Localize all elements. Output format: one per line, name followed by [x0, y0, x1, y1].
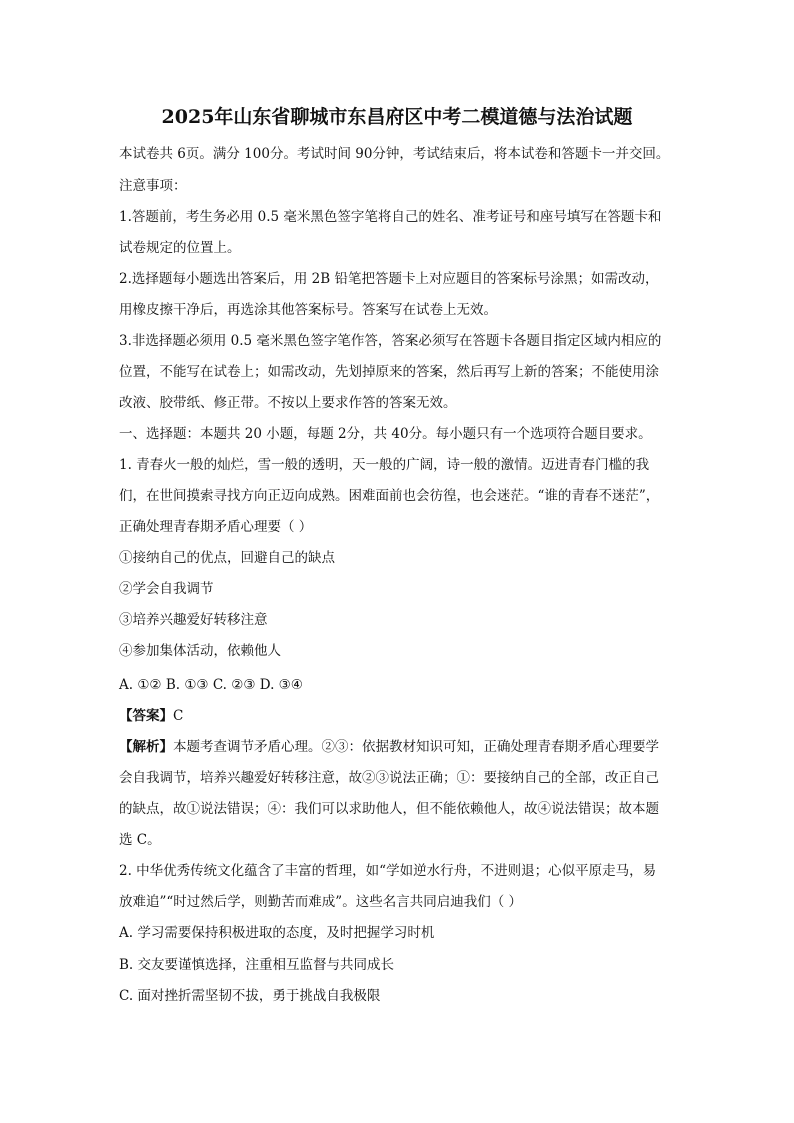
analysis-line: 选 C。 [119, 832, 161, 848]
analysis-line: 的缺点，故①说法错误；④：我们可以求助他人，但不能依赖他人，故④说法错误；故本题 [119, 801, 659, 817]
statement-item: ③培养兴趣爱好转移注意 [119, 612, 268, 628]
statement-item: ②学会自我调节 [119, 581, 214, 597]
answer-options: A. ①② B. ①③ C. ②③ D. ③④ [119, 677, 303, 693]
analysis-text: 本题考查调节矛盾心理。②③：依据教材知识可知，正确处理青春期矛盾心理要学 [173, 739, 659, 755]
note-line: 1.答题前，考生务必用 0.5 毫米黑色签字笔将自己的姓名、准考证号和座号填写在答题卡和 [119, 209, 662, 225]
option-item: A. 学习需要保持积极进取的态度，及时把握学习时机 [119, 925, 435, 941]
notice-heading: 注意事项： [119, 178, 187, 194]
note-line: 2.选择题每小题选出答案后，用 2B 铅笔把答题卡上对应题目的答案标号涂黑；如需改动， [119, 271, 659, 287]
question-stem-line: 1. 青春火一般的灿烂，雪一般的透明，天一般的广阔，诗一般的激情。迈进青春门槛的我 [119, 457, 650, 473]
note-line: 改液、胶带纸、修正带。不按以上要求作答的答案无效。 [119, 395, 457, 411]
option-item: C. 面对挫折需坚韧不拔，勇于挑战自我极限 [119, 988, 381, 1004]
statement-item: ④参加集体活动，依赖他人 [119, 643, 281, 659]
analysis-label: 【解析】 [119, 739, 173, 755]
option-item: B. 交友要谨慎选择，注重相互监督与共同成长 [119, 957, 395, 973]
section-heading: 一、选择题：本题共 20 小题，每题 2分，共 40分。每小题只有一个选项符合题目要求。 [119, 426, 652, 442]
note-line: 位置，不能写在试卷上；如需改动，先划掉原来的答案，然后再写上新的答案；不能使用涂 [119, 364, 659, 380]
note-line: 用橡皮擦干净后，再选涂其他答案标号。答案写在试卷上无效。 [119, 302, 497, 318]
answer-value: C [173, 708, 184, 724]
question-stem-line: 放难追”“时过然后学，则勤苦而难成”。这些名言共同启迪我们（ ） [119, 894, 522, 910]
question-stem-line: 们，在世间摸索寻找方向正迈向成熟。困难面前也会彷徨，也会迷茫。“谁的青春不迷茫”， [119, 488, 660, 504]
answer-line [119, 706, 183, 726]
page-title: 2025年山东省聊城市东昌府区中考二模道德与法治试题 [161, 106, 633, 128]
question-stem-line: 2. 中华优秀传统文化蕴含了丰富的哲理，如“学如逆水行舟，不进则退；心似平原走马，易 [119, 863, 657, 879]
analysis-line: 会自我调节，培养兴趣爱好转移注意，故②③说法正确；①：要接纳自己的全部，改正自己 [119, 770, 659, 786]
note-line: 3.非选择题必须用 0.5 毫米黑色签字笔作答，答案必须写在答题卡各题目指定区域内相应的 [119, 333, 662, 349]
analysis-line [119, 737, 659, 757]
answer-label: 【答案】 [119, 708, 173, 724]
exam-intro: 本试卷共 6页。满分 100分。考试时间 90分钟，考试结束后，将本试卷和答题卡一并交回。 [119, 146, 670, 162]
question-stem-line: 正确处理青春期矛盾心理要（ ） [119, 519, 313, 535]
note-line: 试卷规定的位置上。 [119, 240, 241, 256]
statement-item: ①接纳自己的优点，回避自己的缺点 [119, 550, 335, 566]
